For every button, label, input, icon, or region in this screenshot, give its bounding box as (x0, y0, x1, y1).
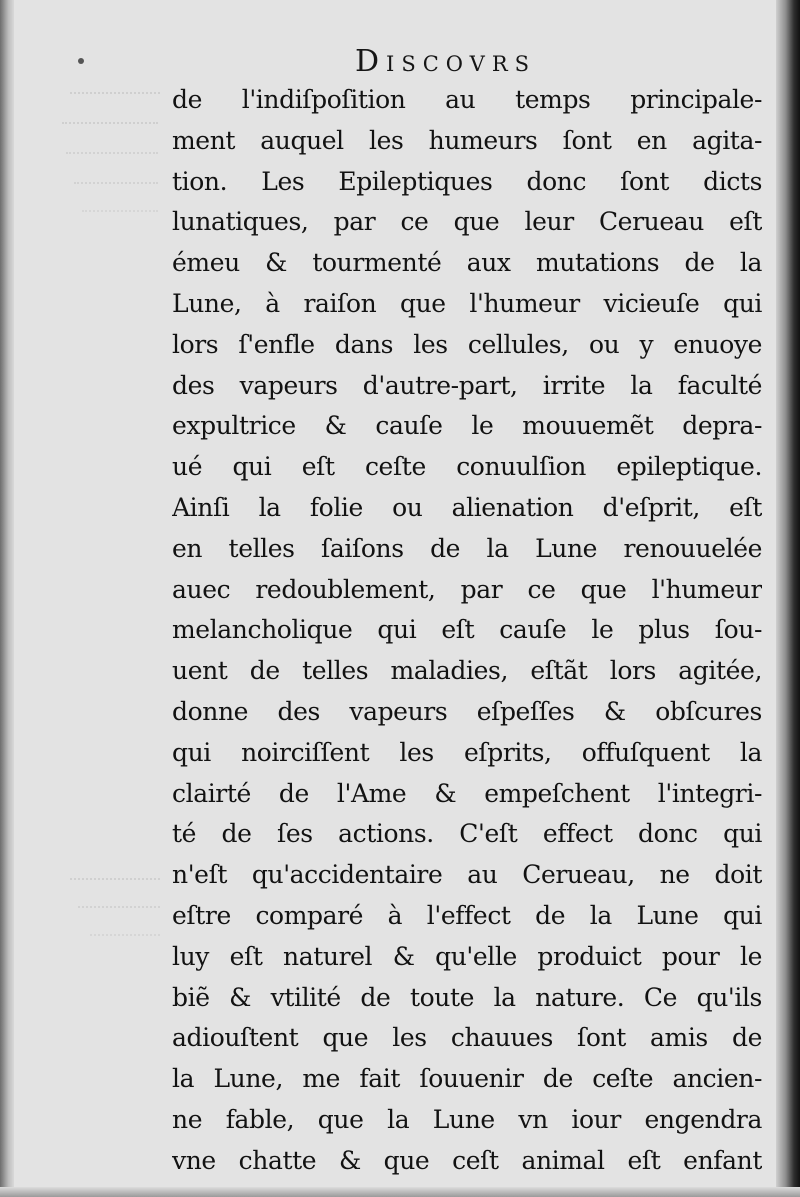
text-line: des vapeurs d'autre-part, irrite la faculté (172, 370, 762, 400)
page-left-edge (0, 0, 14, 1197)
ink-dot (78, 58, 84, 64)
bleed-through-mark (82, 210, 158, 226)
text-line: lunatiques, par ce que leur Cerueau eſt (172, 207, 762, 237)
text-line: de l'indiſpoſition au temps principale- (172, 85, 762, 114)
text-line: qui noirciſſent les eſprits, offuſquent la (172, 737, 762, 767)
bleed-through-mark (62, 122, 158, 138)
text-line: auec redoublement, par ce que l'humeur (172, 574, 762, 604)
text-line: ment auquel les humeurs ſont en agita- (172, 125, 762, 155)
text-line: melancholique qui eſt cauſe le plus ſou- (172, 615, 762, 645)
page-right-edge (776, 0, 800, 1197)
text-line: ué qui eſt ceſte conuulſion epileptique. (172, 452, 762, 482)
text-line: lors ſ'enfle dans les cellules, ou y enuoye (172, 329, 762, 359)
text-line: émeu & tourmenté aux mutations de la (172, 248, 762, 278)
page-bottom-edge (0, 1187, 800, 1197)
running-head: Discovrs (355, 44, 537, 79)
bleed-through-mark (70, 92, 160, 108)
text-line: vne chatte & que ceſt animal eſt enfant (172, 1145, 762, 1175)
bleed-through-mark (70, 878, 160, 894)
text-line: eſtre comparé à l'effect de la Lune qui (172, 900, 762, 930)
text-line: tion. Les Epileptiques donc ſont dicts (172, 166, 762, 196)
text-line: biẽ & vtilité de toute la nature. Ce qu'ils (172, 982, 762, 1012)
text-line: donne des vapeurs eſpeſſes & obſcures (172, 696, 762, 726)
text-line: té de ſes actions. C'eſt effect donc qui (172, 819, 762, 849)
bleed-through-mark (74, 182, 158, 198)
body-text (172, 80, 762, 1182)
text-line: expultrice & cauſe le mouuemẽt depra- (172, 411, 762, 441)
text-line: adiouſtent que les chauues ſont amis de (172, 1023, 762, 1053)
text-line: Lune, à raiſon que l'humeur vicieuſe qui (172, 288, 762, 318)
text-line: clairté de l'Ame & empeſchent l'integri- (172, 778, 762, 808)
bleed-through-mark (66, 152, 158, 168)
text-line: luy eſt naturel & qu'elle produict pour le (172, 941, 762, 971)
text-line: la Lune, me fait ſouuenir de ceſte ancien- (172, 1064, 762, 1094)
bleed-through-mark (90, 934, 160, 950)
text-line: ne fable, que la Lune vn iour engendra (172, 1104, 762, 1134)
text-line: Ainſi la folie ou alienation d'eſprit, eſt (172, 492, 762, 522)
text-line: n'eſt qu'accidentaire au Cerueau, ne doit (172, 860, 762, 890)
bleed-through-mark (78, 906, 160, 922)
text-line: en telles ſaiſons de la Lune renouuelée (172, 533, 762, 563)
text-line: uent de telles maladies, eſtãt lors agitée, (172, 656, 762, 686)
